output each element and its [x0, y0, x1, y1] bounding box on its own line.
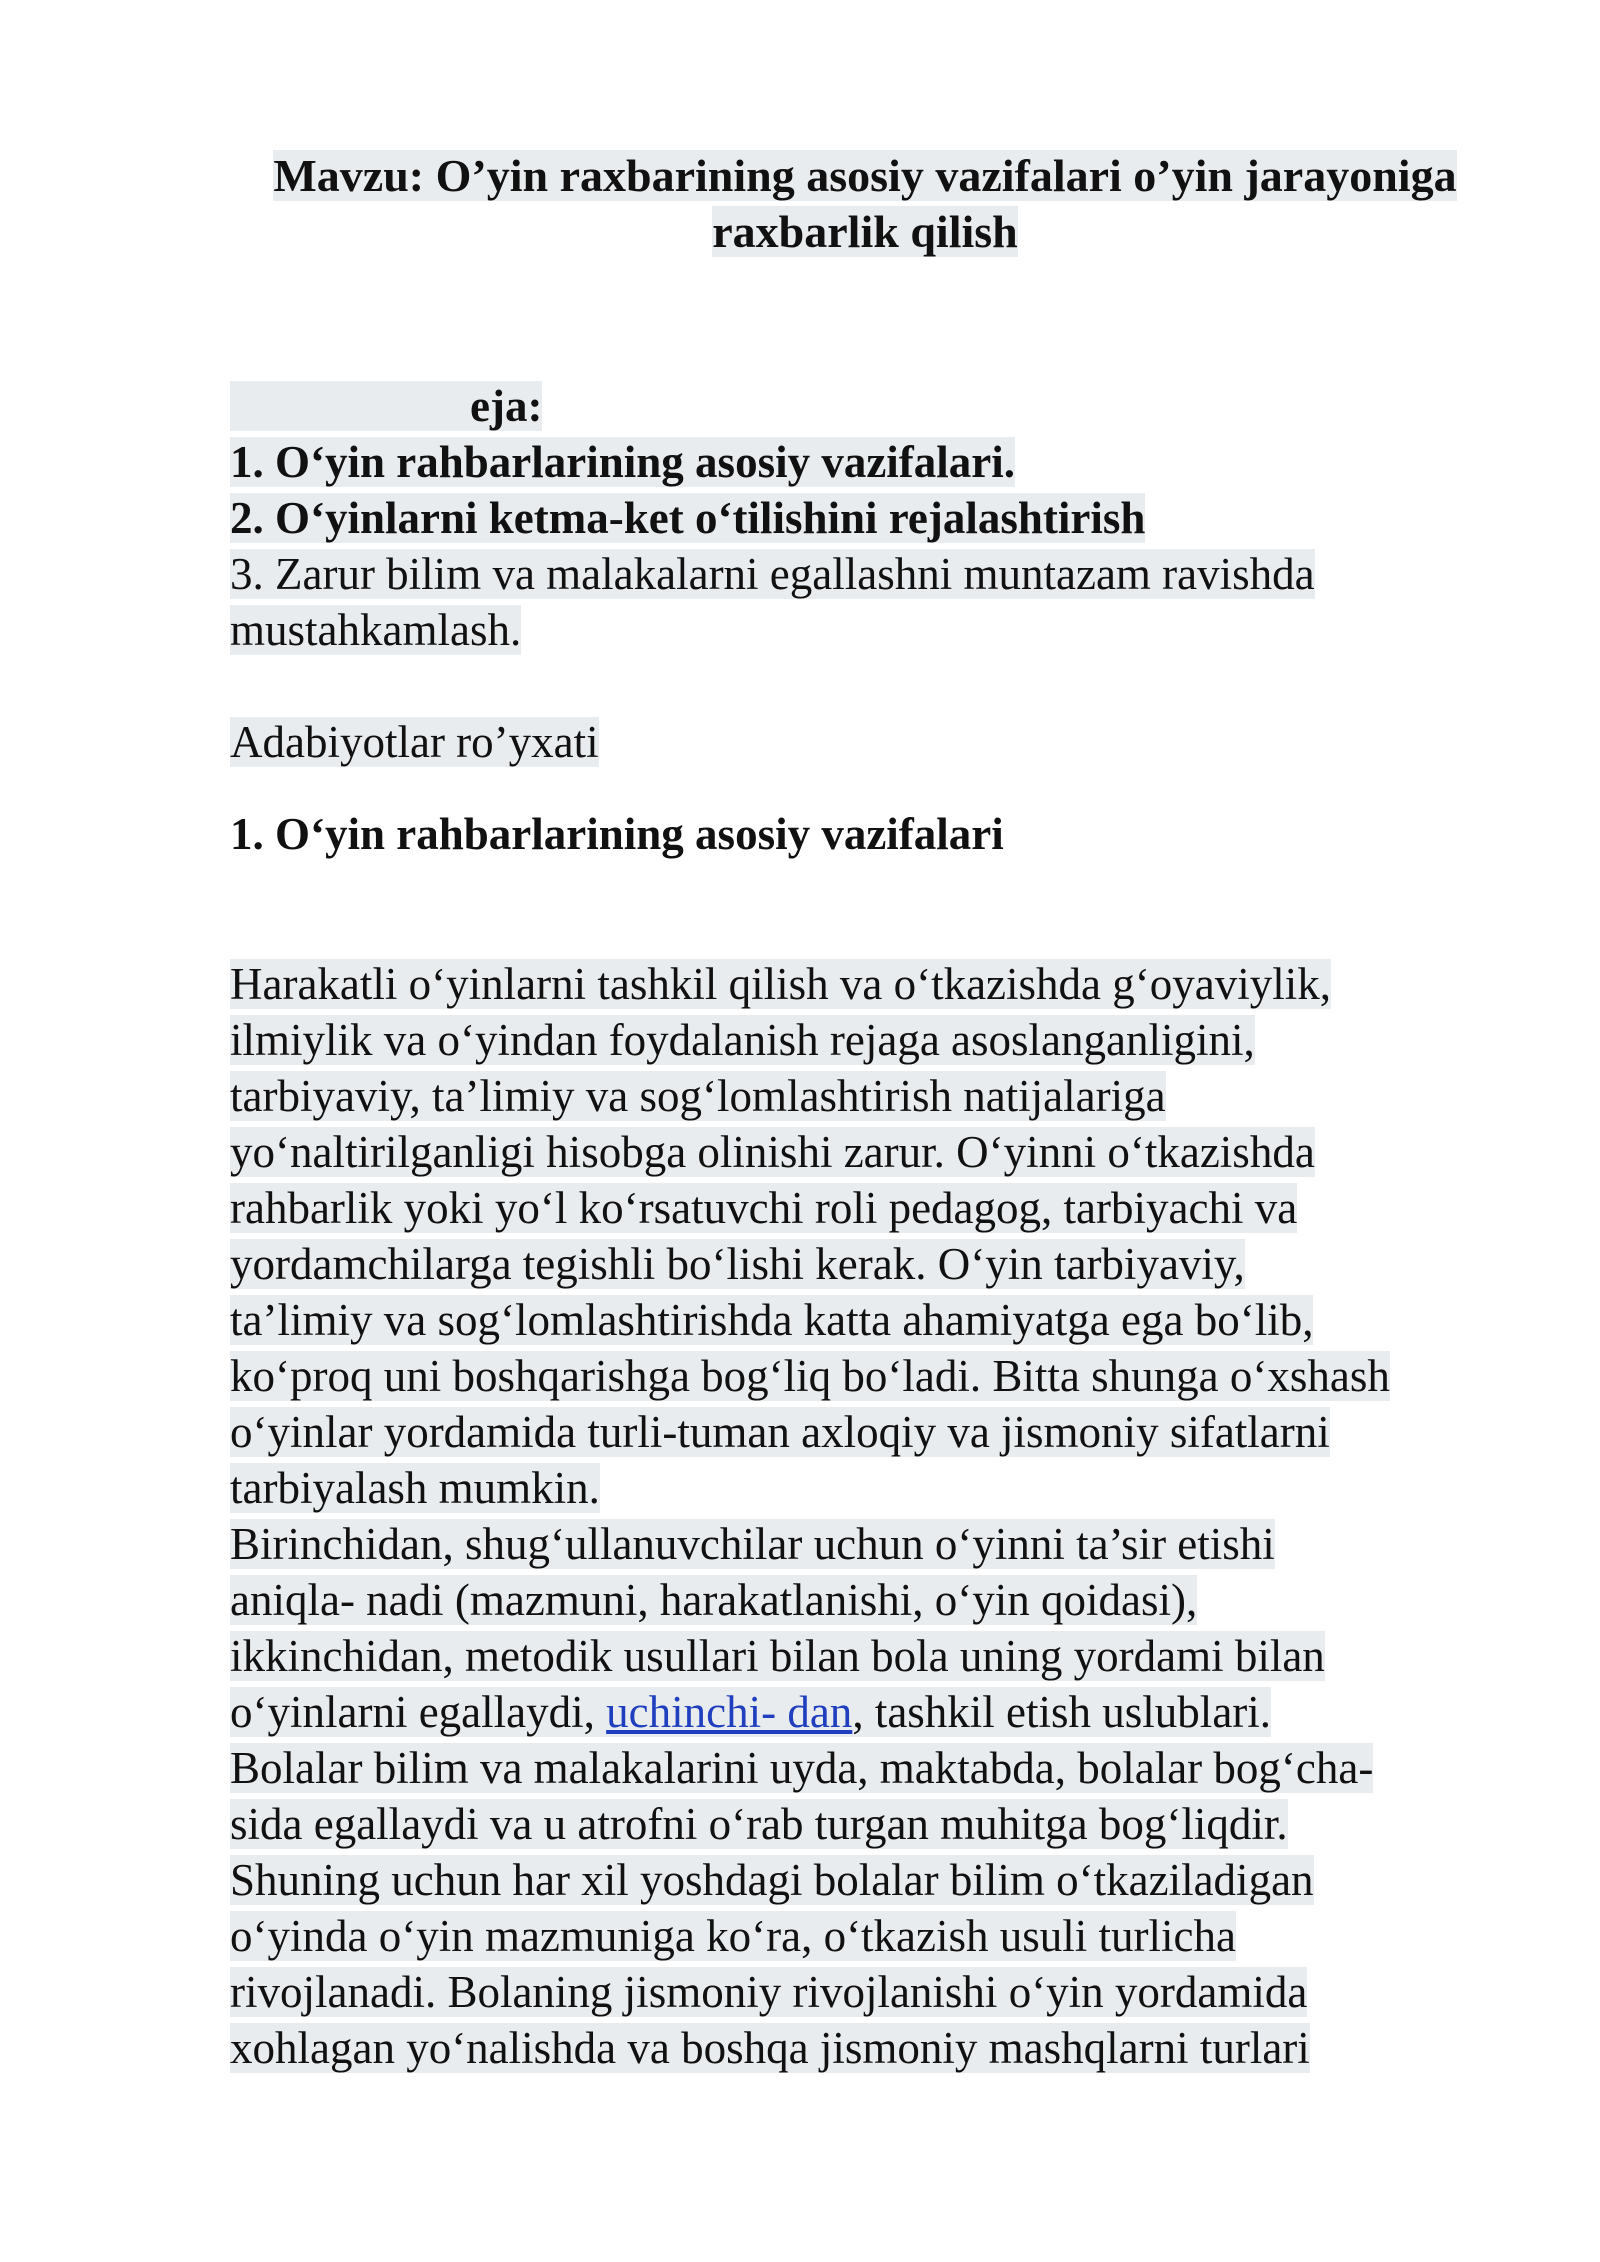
link-line-prefix: o‘yinlarni egallaydi, — [230, 1687, 607, 1737]
body-line-with-link — [230, 1687, 1271, 1737]
body-line: ko‘proq uni boshqarishga bog‘liq bo‘ladi. Bitta shunga o‘xshash — [230, 1351, 1390, 1401]
body-line: tarbiyalash mumkin. — [230, 1463, 600, 1513]
body-line: o‘yinlar yordamida turli-tuman axloqiy va jismoniy sifatlarni — [230, 1407, 1330, 1457]
link-line-suffix: , tashkil etish uslublari. — [852, 1687, 1272, 1737]
body-line: Bolalar bilim va malakalarini uyda, maktabda, bolalar bog‘cha- — [230, 1743, 1374, 1793]
literature-label: Adabiyotlar ro’yxati — [230, 717, 599, 767]
body-line: tarbiyaviy, ta’limiy va sog‘lomlashtirish natijalariga — [230, 1071, 1166, 1121]
body-line: xohlagan yo‘nalishda va boshqa jismoniy mashqlarni turlari — [230, 2023, 1310, 2073]
plan-item-3: 3. Zarur bilim va malakalarni egallashni muntazam ravishda — [230, 549, 1315, 599]
title-line-1: Mavzu: O’yin raxbarining asosiy vazifalari o’yin jarayoniga — [273, 150, 1457, 201]
body-line: rivojlanadi. Bolaning jismoniy rivojlanishi o‘yin yordamida — [230, 1967, 1308, 2017]
plan-item-2: 2. O‘yinlarni ketma-ket o‘tilishini rejalashtirish — [230, 493, 1146, 543]
body-line: yo‘naltirilganligi hisobga olinishi zarur. O‘yinni o‘tkazishda — [230, 1127, 1315, 1177]
body-paragraphs — [230, 956, 1530, 2076]
title-line-2: raxbarlik qilish — [712, 206, 1018, 257]
uchinchi-dan-link[interactable]: uchinchi- dan — [606, 1687, 853, 1737]
plan-heading — [230, 378, 542, 434]
section-heading: 1. O‘yin rahbarlarining asosiy vazifalari — [230, 809, 1004, 859]
plan-item-1: 1. O‘yin rahbarlarining asosiy vazifalari. — [230, 437, 1016, 487]
plan-heading-text: eja: — [470, 381, 543, 431]
body-line: ikkinchidan, metodik usullari bilan bola uning yordami bilan — [230, 1631, 1325, 1681]
body-line: o‘yinda o‘yin mazmuniga ko‘ra, o‘tkazish usuli turlicha — [230, 1911, 1236, 1961]
plan-item-3-continued: mustahkamlash. — [230, 605, 522, 655]
body-line: Birinchidan, shug‘ullanuvchilar uchun o‘yinni ta’sir etishi — [230, 1519, 1275, 1569]
body-line: aniqla- nadi (mazmuni, harakatlanishi, o‘yin qoidasi), — [230, 1575, 1198, 1625]
body-line: ta’limiy va sog‘lomlashtirishda katta ahamiyatga ega bo‘lib, — [230, 1295, 1314, 1345]
body-line: sida egallaydi va u atrofni o‘rab turgan muhitga bog‘liqdir. — [230, 1799, 1288, 1849]
body-line: Harakatli o‘yinlarni tashkil qilish va o‘tkazishda g‘oyaviylik, — [230, 959, 1331, 1009]
body-line: ilmiylik va o‘yindan foydalanish rejaga asoslanganligini, — [230, 1015, 1255, 1065]
page-title — [230, 148, 1500, 260]
body-line: rahbarlik yoki yo‘l ko‘rsatuvchi roli pedagog, tarbiyachi va — [230, 1183, 1298, 1233]
plan-list — [230, 434, 1520, 658]
body-line: yordamchilarga tegishli bo‘lishi kerak. O‘yin tarbiyaviy, — [230, 1239, 1245, 1289]
body-line: Shuning uchun har xil yoshdagi bolalar bilim o‘tkaziladigan — [230, 1855, 1314, 1905]
